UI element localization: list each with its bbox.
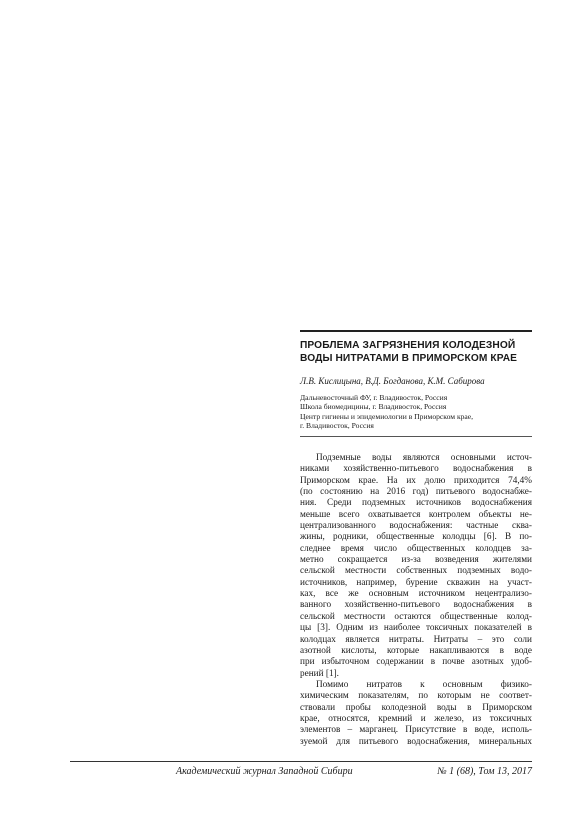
body-line: источников, например, бурение скважин на участ- [300,577,532,588]
body-line: ствовали пробы колодезной воды в Приморском [300,702,532,713]
body-line: азотной кислоты, которые накапливаются в воде [300,645,532,656]
body-line: никами хозяйственно-питьевого водоснабжения в [300,464,532,475]
article-title [300,340,532,365]
title-line: ВОДЫ НИТРАТАМИ В ПРИМОРСКОМ КРАЕ [300,352,518,364]
article-body [300,453,532,748]
body-line: рений [1]. [300,668,339,679]
affiliation-line: Дальневосточный ФУ, г. Владивосток, Россия [300,393,448,402]
issue-info: № 1 (68), Том 13, 2017 [437,766,532,777]
body-line: химическим показателям, по которым не соответ- [300,691,532,702]
affiliation-line: Центр гигиены и эпидемиологии в Приморском крае, [300,411,474,421]
body-line: крае, относятся, кремний и железо, из токсичных [300,713,532,724]
body-line: ванного хозяйственно-питьевого водоснабжения в [300,600,532,611]
header-divider [300,436,532,437]
affiliation-line: г. Владивосток, Россия [300,421,374,431]
journal-name: Академический журнал Западной Сибири [176,766,353,777]
title-top-rule [300,330,532,332]
body-line: (по состоянию на 2016 год) питьевого водоснабже- [300,487,532,498]
body-line: жины, родники, общественные колодцы [6]. В по- [300,532,532,543]
body-line: элементов – марганец. Присутствие в воде, исполь- [300,725,532,736]
body-line: зуемой для питьевого водоснабжения, минеральных [300,736,532,747]
body-line: ния. Среди подземных источников водоснабжения [300,498,532,509]
body-line: сельской местности собственных подземных водо- [300,566,532,577]
authors: Л.В. Кислицына, В.Д. Богданова, К.М. Сабирова [300,376,485,386]
body-line: централизованного водоснабжения: частные сква- [300,521,532,532]
body-line: Приморском крае. На их долю приходится 74,4% [300,475,532,486]
body-line: ках, все же основным источником нецентрализо- [300,589,532,600]
body-line: цы [3]. Одним из наиболее токсичных показателей в [300,623,532,634]
body-line: следнее время число общественных колодцев за- [300,543,532,554]
title-line: ПРОБЛЕМА ЗАГРЯЗНЕНИЯ КОЛОДЕЗНОЙ [300,340,516,351]
footer-rule [70,761,532,762]
body-line: колодцах является нитраты. Нитраты – это соли [300,634,532,645]
affiliations [300,393,532,431]
body-line: Помимо нитратов к основным физико- [316,679,532,690]
body-line: метно сокращается из-за возведения жителями [300,555,532,566]
body-line: при избыточном содержании в почве азотных удоб- [300,657,532,668]
affiliation-line: Школа биомедицины, г. Владивосток, Россия [300,402,447,412]
body-line: Подземные воды являются основными источ- [316,453,532,463]
body-line: меньше всего охватывается контролем объекты не- [300,509,532,520]
body-line: сельской местности остаются общественные колод- [300,611,532,622]
